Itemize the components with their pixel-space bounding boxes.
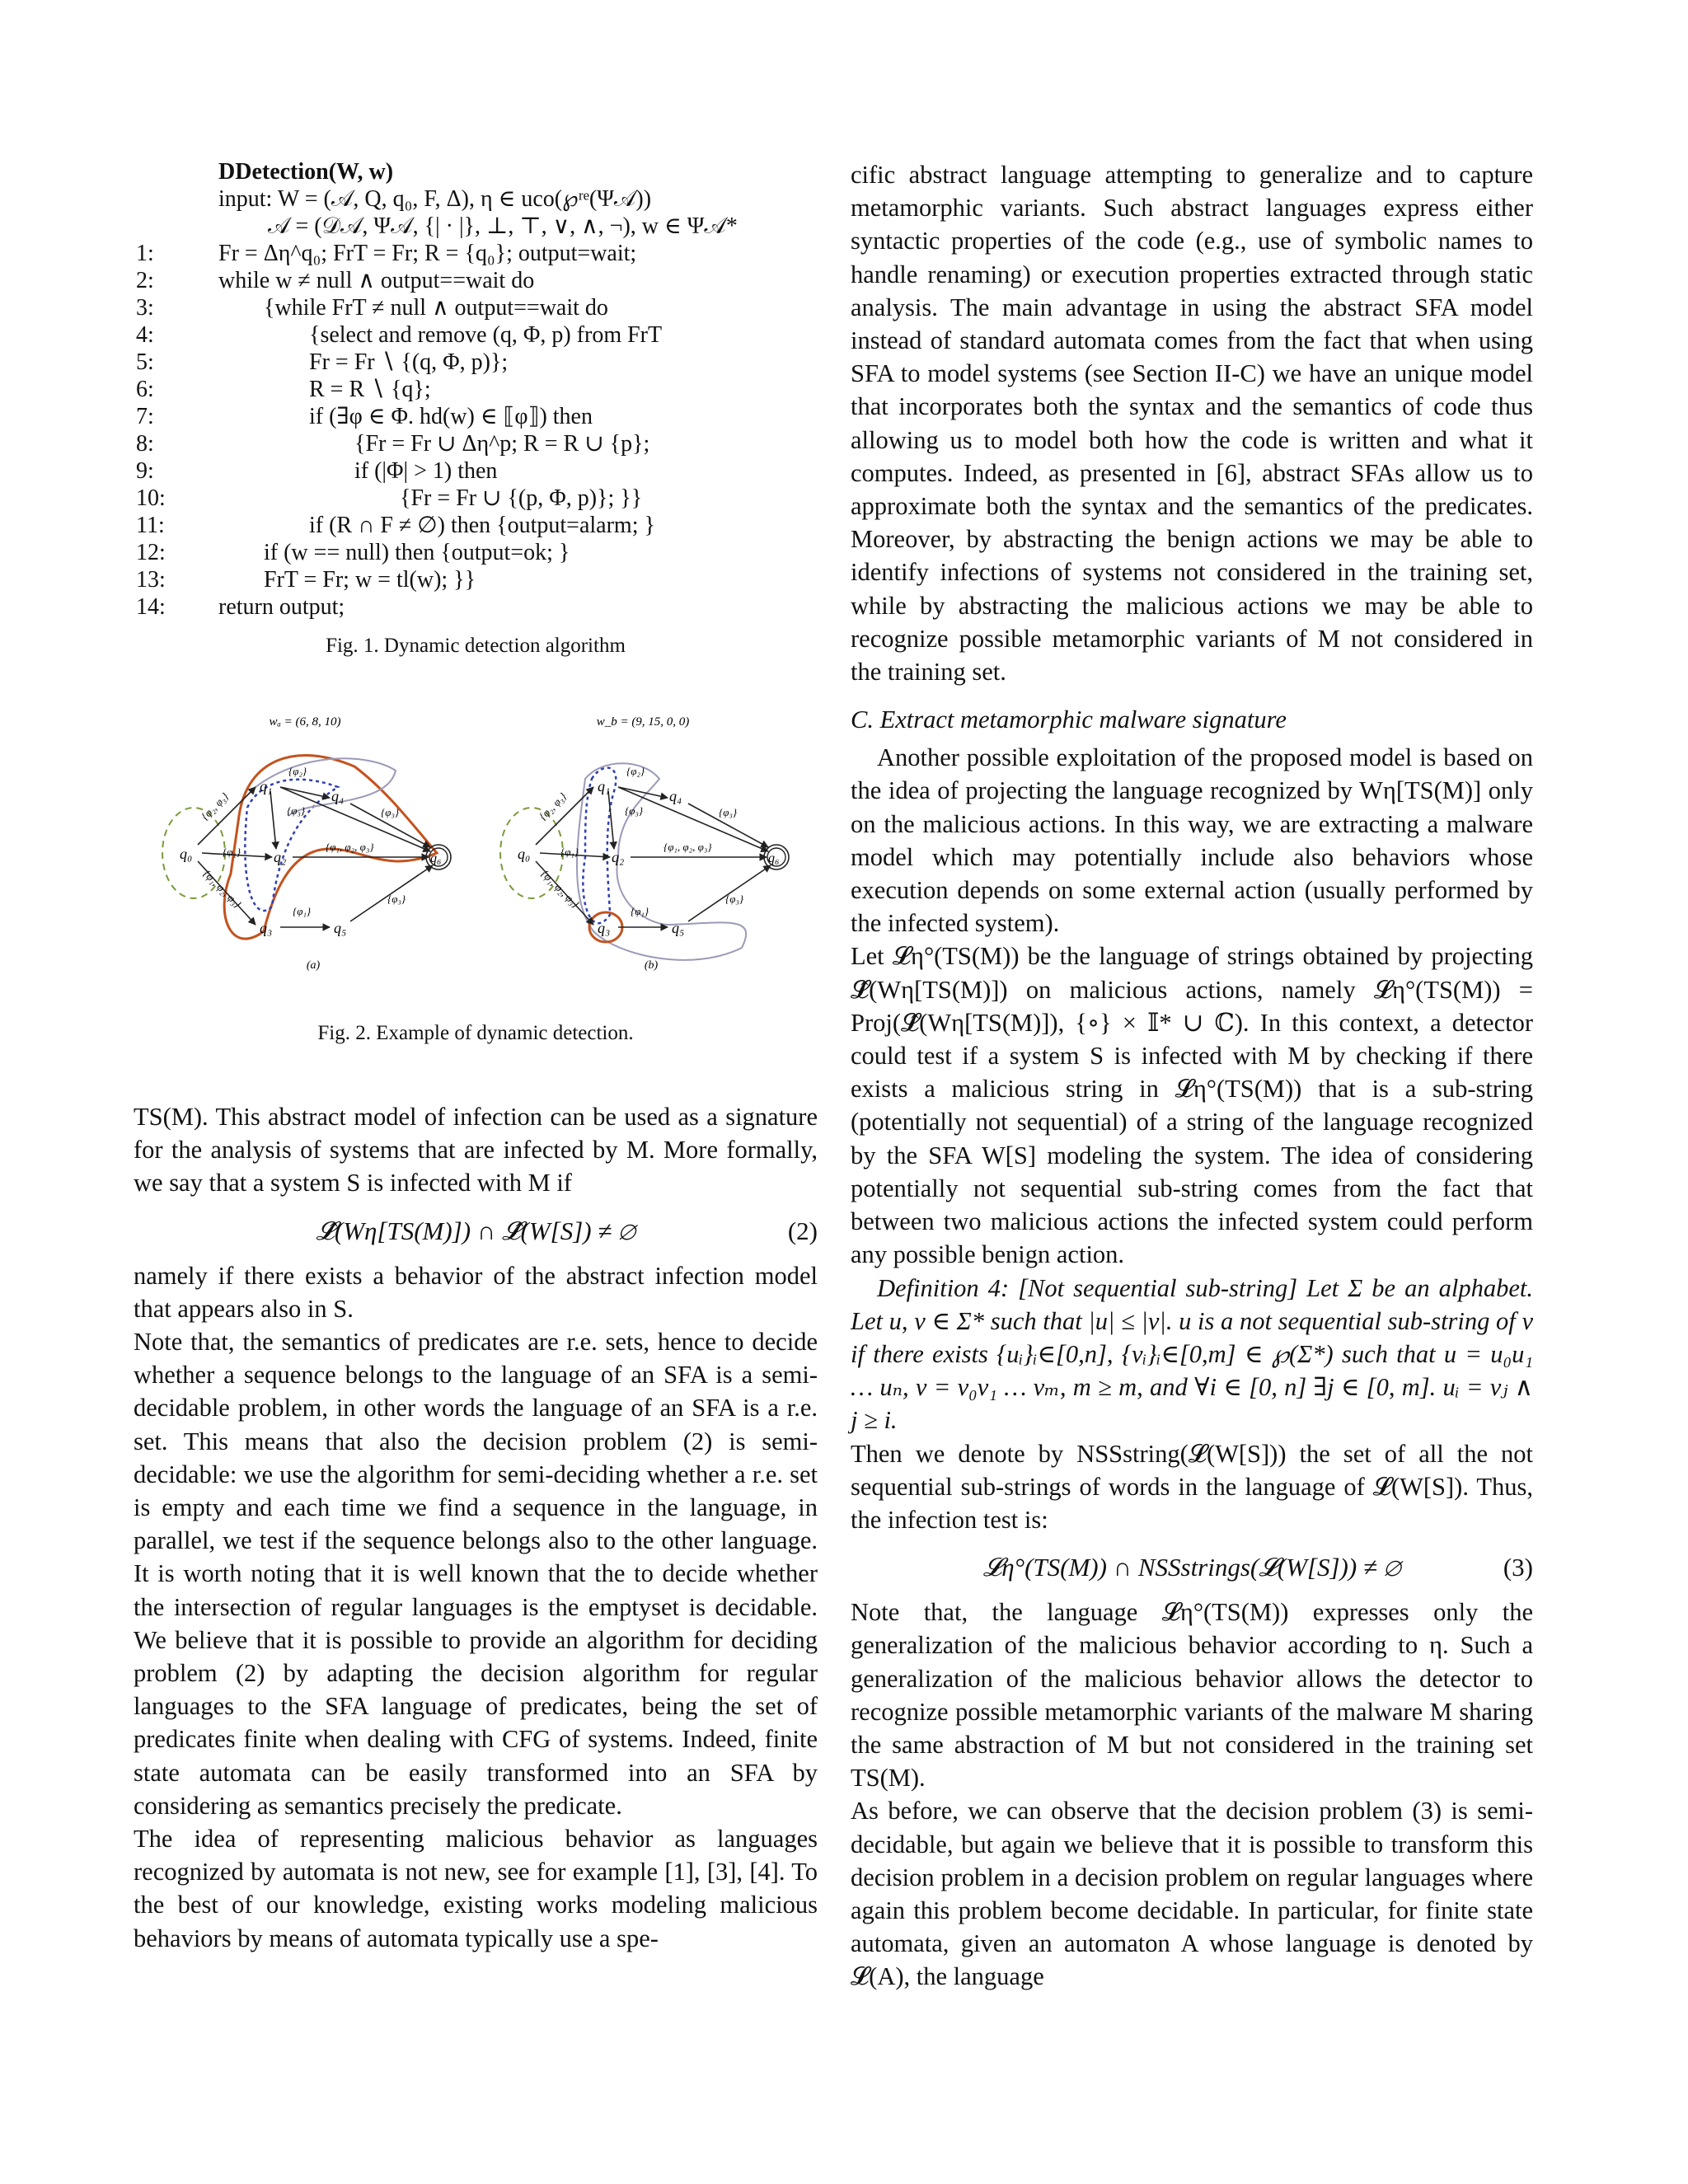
left-column xyxy=(134,1100,818,1955)
algorithm-line xyxy=(136,349,795,376)
fig2-a-label-q5q6: {φ₃} xyxy=(387,893,406,905)
algorithm-line-code: R = R ∖ {q}; xyxy=(309,377,431,402)
fig2-a-node-q3: q₃ xyxy=(260,920,273,936)
fig2-b-node-q3: q₃ xyxy=(598,920,611,936)
algorithm-line-number: 12: xyxy=(136,540,166,565)
fig2-b-label-q2q6: {φ₁, φ₂, φ₃} xyxy=(663,841,712,853)
right-paragraph-4: Then we denote by NSSstring(𝓛(W[S])) the set of all the not sequential sub-strings of words in the language of 𝓛(W[S]). Thus, the infection test is: xyxy=(851,1439,1533,1534)
algorithm-line-code: {Fr = Fr ∪ Δη^p; R = R ∪ {p}; xyxy=(354,431,650,457)
algorithm-line xyxy=(136,457,795,485)
algorithm-line xyxy=(136,512,795,539)
fig2-b-label: (b) xyxy=(644,959,659,972)
algorithm-line-number: 14: xyxy=(136,594,166,620)
equation-3-body: 𝓛η°(TS(M)) ∩ NSSstrings(𝓛(W[S])) ≠ ∅ xyxy=(982,1553,1401,1582)
algorithm-line-code: Fr = Fr ∖ {(q, Φ, p)}; xyxy=(309,349,509,375)
algorithm-lines xyxy=(136,240,795,621)
algorithm-line-number: 7: xyxy=(136,404,154,429)
equation-2-number: (2) xyxy=(787,1216,818,1245)
right-paragraph-3: Let 𝓛η°(TS(M)) be the language of strings obtained by projecting 𝓛̂(Wη[TS(M)]) on malicious actions, namely 𝓛η°(TS(M)) = Proj(𝓛̂(Wη[TS(M)]), {∘} × 𝕀* ∪ ℂ). In this context, a detector could test if a system S is infected with M by checking if there exists a malicious string in 𝓛η°(TS(M)) that is a sub-string (potentially not sequential) of a string of the language recognized by the SFA W[S] modeling the system. The idea of considering potentially not sequential sub-string comes from the fact that between two malicious actions the infected system could perform any possible benign action. xyxy=(851,942,1533,1269)
equation-3 xyxy=(851,1551,1533,1584)
algorithm-line-number: 3: xyxy=(136,295,154,321)
fig2-caption: Fig. 2. Example of dynamic detection. xyxy=(317,1022,634,1044)
fig2-a-label-q0q2: {φ₁} xyxy=(223,846,241,858)
fig2-a-node-q2: q₂ xyxy=(274,849,287,865)
fig2-a-title: wₐ = (6, 8, 10) xyxy=(269,715,341,729)
algorithm-line-number: 13: xyxy=(136,567,166,593)
algorithm-line xyxy=(136,321,795,349)
algorithm-line-number: 5: xyxy=(136,349,154,375)
fig2-a-node-q0: q₀ xyxy=(180,846,193,862)
fig2-a-label: (a) xyxy=(306,959,321,972)
fig2-b-label-q0q1: {φ₂, φ₃} xyxy=(536,790,570,823)
fig2-b-node-q5: q₅ xyxy=(672,920,685,936)
algorithm-line-number: 2: xyxy=(136,268,154,293)
right-paragraph-5: Note that, the language 𝓛η°(TS(M)) expresses only the generalization of the malicious behavior according to η. Such a generalization of the malicious behavior allows the detector to recognize possible metamorphic variants of the malware M sharing the same abstraction of M but not considered in the training set TS(M). xyxy=(851,1598,1533,1793)
algorithm-line-number: 1: xyxy=(136,241,154,266)
algorithm-input-line: input: W = (𝒜, Q, q₀, F, Δ), η ∈ uco(℘ʳᵉ(Ψ𝒜)) xyxy=(218,186,652,212)
algorithm-line xyxy=(136,240,795,267)
left-paragraph-3: Note that, the semantics of predicates are r.e. sets, hence to decide whether a sequence belongs to the language of an SFA is a semi-decidable problem, in other words the language of an SFA is a r.e. set. This means that also the decision problem (2) is semi-decidable: we use the algorithm for semi-deciding whether a r.e. set is empty and each time we find a sequence in the language, in parallel, we test if the sequence belongs also to the other language. It is worth noting that it is well known that the to decide whether the intersection of regular languages is the emptyset is decidable. We believe that it is possible to provide an algorithm for deciding problem (2) by adapting the decision algorithm for regular languages to the SFA language of predicates, being the set of predicates finite when dealing with CFG of systems. Indeed, finite state automata can be easily transformed into an SFA by considering as semantics precisely the predicate. xyxy=(134,1328,818,1820)
fig2-a-label-q0q3: {φ₁, φ₂, φ₃} xyxy=(200,867,244,911)
algorithm-line-number: 8: xyxy=(136,431,154,457)
right-paragraph-2: Another possible exploitation of the proposed model is based on the idea of projecting the language recognized by Wη[TS(M)] only on the malicious actions. In this way, we are extracting a malware model which may potentially include also behaviors whose execution depends on some external action (usually performed by the infected system). xyxy=(851,743,1533,938)
algorithm-line xyxy=(136,294,795,321)
fig2-a-blue-path xyxy=(245,780,338,911)
fig2-a-node-q5: q₅ xyxy=(334,920,347,936)
left-paragraph-4: The idea of representing malicious behavior as languages recognized by automata is not new, see for example [1], [3], [4]. To the best of our knowledge, existing works modeling malicious behaviors by means of automata typically use a spe- xyxy=(134,1825,818,1952)
right-paragraph-6: As before, we can observe that the decision problem (3) is semi-decidable, but again we believe that it is possible to transform this decision problem in a decision problem on regular languages where again this problem become decidable. In particular, for finite state automata, given an automaton A whose language is denoted by 𝓛(A), the language xyxy=(851,1797,1533,1991)
fig2-b-label-q4q6: {φ₃} xyxy=(719,806,738,818)
algorithm-line-number: 10: xyxy=(136,485,166,511)
algorithm-line-code: Fr = Δη^q₀; FrT = Fr; R = {q₀}; output=wait; xyxy=(218,241,637,266)
equation-2 xyxy=(134,1215,818,1248)
algorithm-line xyxy=(136,485,795,512)
algorithm-line xyxy=(136,539,795,566)
algorithm-line-number: 6: xyxy=(136,377,154,402)
right-paragraph-1: cific abstract language attempting to generalize and to capture metamorphic variants. Such abstract languages express either syntactic properties of the code (e.g., use of symbolic names to handle renaming) or execution properties extracted through static analysis. The main advantage in using the abstract SFA model instead of standard automata comes from the fact that when using SFA to model systems (see Section II-C) we have an unique model that incorporates both the syntax and the semantics of code thus allowing us to model both how the code is written and what it computes. Indeed, as presented in [6], abstract SFAs allow us to approximate both the syntax and the semantics of the predicates. Moreover, by abstracting the benign actions we may be able to identify infections of systems not considered in the training set, while by abstracting the malicious actions we may be able to recognize possible metamorphic variants of M not considered in the training set. xyxy=(851,161,1533,687)
algorithm-line-code: {while FrT ≠ null ∧ output==wait do xyxy=(264,295,608,321)
fig2-a-label-q1q4: {φ₂} xyxy=(288,765,307,777)
left-paragraph-2: namely if there exists a behavior of the abstract infection model that appears also in S. xyxy=(134,1261,818,1323)
fig2-b-node-q0: q₀ xyxy=(518,846,531,862)
algorithm-block xyxy=(136,158,795,621)
fig2-b-node-q4: q₄ xyxy=(669,788,682,804)
fig2-diagram xyxy=(140,709,816,972)
fig2-a-node-q4: q₄ xyxy=(331,788,345,804)
fig2-a-label-q0q1: {φ₂, φ₃} xyxy=(198,790,232,823)
algorithm-line-code: if (w == null) then {output=ok; } xyxy=(264,540,570,565)
fig2-a-label-q3q5: {φ₁} xyxy=(293,905,312,917)
algorithm-line xyxy=(136,593,795,621)
fig2-a-label-q2q6: {φ₁, φ₂, φ₃} xyxy=(326,841,374,853)
fig2-b-label-q1q4: {φ₂} xyxy=(626,765,645,777)
fig2-b-label-q1q2: {φ₃} xyxy=(625,804,644,817)
algorithm-line-code: {select and remove (q, Φ, p) from FrT xyxy=(309,322,663,348)
fig2-a-label-q4q6: {φ₃} xyxy=(381,806,400,818)
fig2-a-node-q1: q₁ xyxy=(260,778,273,794)
algorithm-line-code: while w ≠ null ∧ output==wait do xyxy=(218,268,535,293)
algorithm-line-code: if (|Φ| > 1) then xyxy=(354,458,498,484)
algorithm-line xyxy=(136,403,795,430)
left-paragraph-1: TS(M). This abstract model of infection can be used as a signature for the analysis of systems that are infected by M. More formally, we say that a system S is infected with M if xyxy=(134,1103,818,1197)
equation-2-body: 𝓛̂(Wη[TS(M)]) ∩ 𝓛̂(W[S]) ≠ ∅ xyxy=(316,1216,635,1245)
algorithm-line-code: FrT = Fr; w = tl(w); }} xyxy=(264,567,476,593)
algorithm-line-number: 4: xyxy=(136,322,154,348)
fig1-caption: Fig. 1. Dynamic detection algorithm xyxy=(326,635,626,657)
algorithm-line-number: 9: xyxy=(136,458,154,484)
algorithm-line xyxy=(136,267,795,294)
algorithm-line-code: if (∃φ ∈ Φ. hd(w) ∈ ⟦φ⟧) then xyxy=(309,404,593,429)
fig2-b-label-q3q5: {φ₁} xyxy=(631,905,649,917)
fig2-b-label-q5q6: {φ₃} xyxy=(725,893,744,905)
algorithm-title: DDetection(W, w) xyxy=(218,159,394,185)
section-heading: C. Extract metamorphic malware signature xyxy=(851,705,1287,734)
right-column xyxy=(851,158,1533,1994)
algorithm-line-code: {Fr = Fr ∪ {(p, Φ, p)}; }} xyxy=(400,485,643,511)
fig2-b-node-q1: q₁ xyxy=(598,778,611,794)
fig2-panel-b xyxy=(500,715,789,972)
fig2-a-node-q6: q₆ xyxy=(430,851,442,865)
fig2-panel-a xyxy=(162,715,451,972)
fig2-a-grey-path xyxy=(256,758,396,816)
fig2-b-label-q0q3: {φ₁, φ₂, φ₃} xyxy=(538,867,582,911)
fig2-b-label-q0q2: {φ₁} xyxy=(560,846,579,858)
algorithm-line-code: return output; xyxy=(218,594,345,620)
fig2-b-node-q2: q₂ xyxy=(612,849,625,865)
fig2-b-node-q6: q₆ xyxy=(768,851,780,865)
fig2-b-title: w_b = (9, 15, 0, 0) xyxy=(596,715,690,729)
algorithm-line xyxy=(136,430,795,457)
definition-4: Definition 4: [Not sequential sub-string] Let Σ be an alphabet. Let u, v ∈ Σ* such that |u| ≤ |v|. u is a not sequential sub-string of v if there exists {uᵢ}ᵢ∈[0,n], {vᵢ}ᵢ∈[0,m] ∈ ℘(Σ*) such that u = u₀u₁ … uₙ, v = v₀v₁ … vₘ, m ≥ m, and ∀i ∈ [0, n] ∃j ∈ [0, m]. uᵢ = vⱼ ∧ j ≥ i. xyxy=(851,1273,1533,1435)
equation-3-number: (3) xyxy=(1503,1553,1533,1582)
algorithm-line xyxy=(136,566,795,593)
algorithm-line-number: 11: xyxy=(136,513,165,538)
algorithm-alphabet-line: 𝒜 = (𝒟𝒜, Ψ𝒜, {| · |}, ⊥, ⊤, ∨, ∧, ¬), w ∈ Ψ𝒜* xyxy=(268,213,738,239)
algorithm-line xyxy=(136,376,795,403)
algorithm-line-code: if (R ∩ F ≠ ∅) then {output=alarm; } xyxy=(309,513,655,538)
fig2-a-label-q1q2: {φ₃} xyxy=(287,804,306,817)
